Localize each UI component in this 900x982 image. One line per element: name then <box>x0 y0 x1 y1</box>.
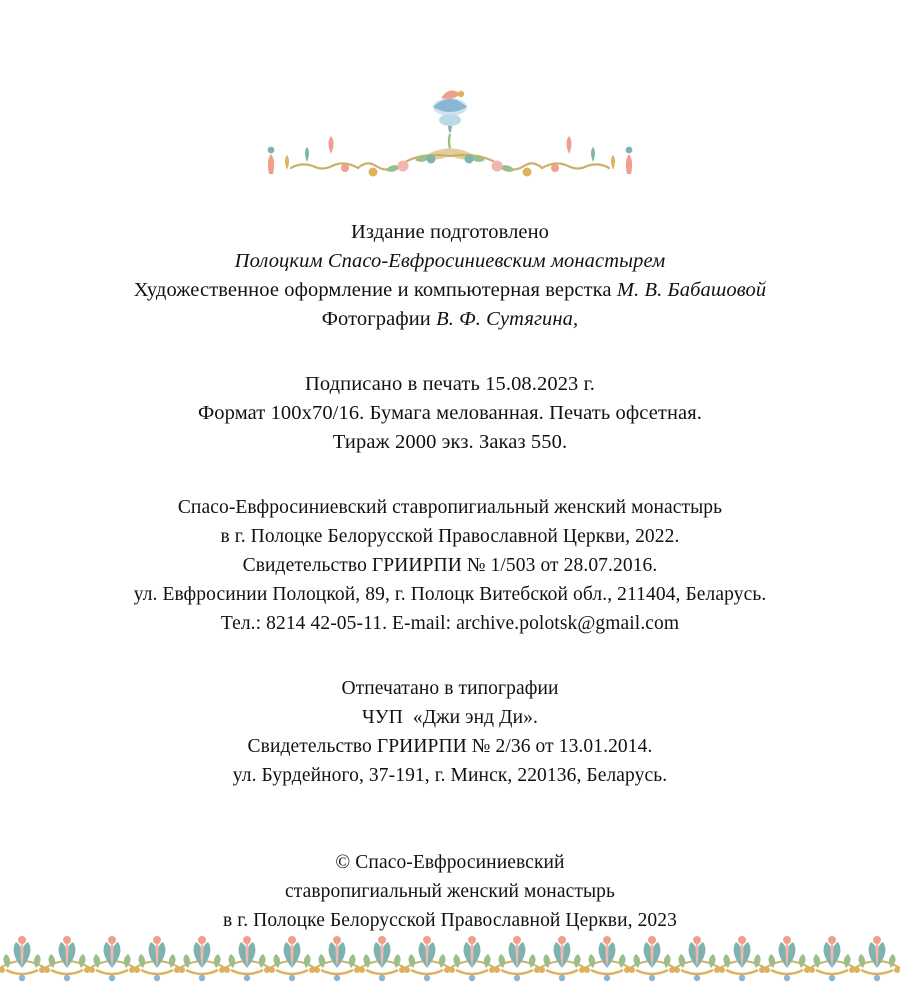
prepared-line-4 <box>60 305 840 334</box>
publisher-contacts: Тел.: 8214 42-05-11. E-mail: archive.polotsk@gmail.com <box>220 613 680 634</box>
prepared-line-3-italic: М. В. Бабашовой <box>616 279 767 301</box>
print-line-2: Формат 100х70/16. Бумага мелованная. Печать офсетная. <box>198 402 702 424</box>
prepared-line-2: Полоцким Спасо-Евфросиниевским монастырем <box>234 250 666 272</box>
copyright-line-3: в г. Полоцке Белорусской Православной Церкви, 2023 <box>223 910 677 931</box>
block-prepared <box>60 218 840 334</box>
print-line-3: Тираж 2000 экз. Заказ 550. <box>332 431 568 453</box>
floral-crown-ornament <box>235 76 665 186</box>
block-print-details <box>60 370 840 457</box>
publisher-line-1: Спасо-Евфросиниевский ставропигиальный женский монастырь <box>177 497 723 518</box>
colophon-text <box>60 218 840 935</box>
prepared-line-4-plain: Фотографии <box>321 308 437 330</box>
block-publisher <box>60 493 840 638</box>
prepared-line-1: Издание подготовлено <box>350 221 550 243</box>
publisher-line-3: Свидетельство ГРИИРПИ № 1/503 от 28.07.2016. <box>242 555 658 576</box>
copyright-line-2: ставропигиальный женский монастырь <box>284 881 616 902</box>
prepared-line-3-plain: Художественное оформление и компьютерная верстка <box>133 279 617 301</box>
publisher-line-2: в г. Полоцке Белорусской Православной Церкви, 2022. <box>220 526 680 547</box>
typography-name: ЧУП «Джи энд Ди». <box>362 707 538 728</box>
typography-certificate: Свидетельство ГРИИРПИ № 2/36 от 13.01.2014. <box>247 736 653 757</box>
publisher-address: ул. Евфросинии Полоцкой, 89, г. Полоцк Витебской обл., 211404, Беларусь. <box>133 584 767 605</box>
prepared-line-4-italic: В. Ф. Сутягина, <box>436 308 579 330</box>
floral-border-ornament <box>0 910 900 982</box>
print-line-1: Подписано в печать 15.08.2023 г. <box>304 373 596 395</box>
copyright-line-1: © Спасо-Евфросиниевский <box>335 852 565 873</box>
typography-line-1: Отпечатано в типографии <box>341 678 559 699</box>
prepared-line-3 <box>60 276 840 305</box>
typography-address: ул. Бурдейного, 37-191, г. Минск, 220136, Беларусь. <box>232 765 668 786</box>
block-typography <box>60 674 840 790</box>
